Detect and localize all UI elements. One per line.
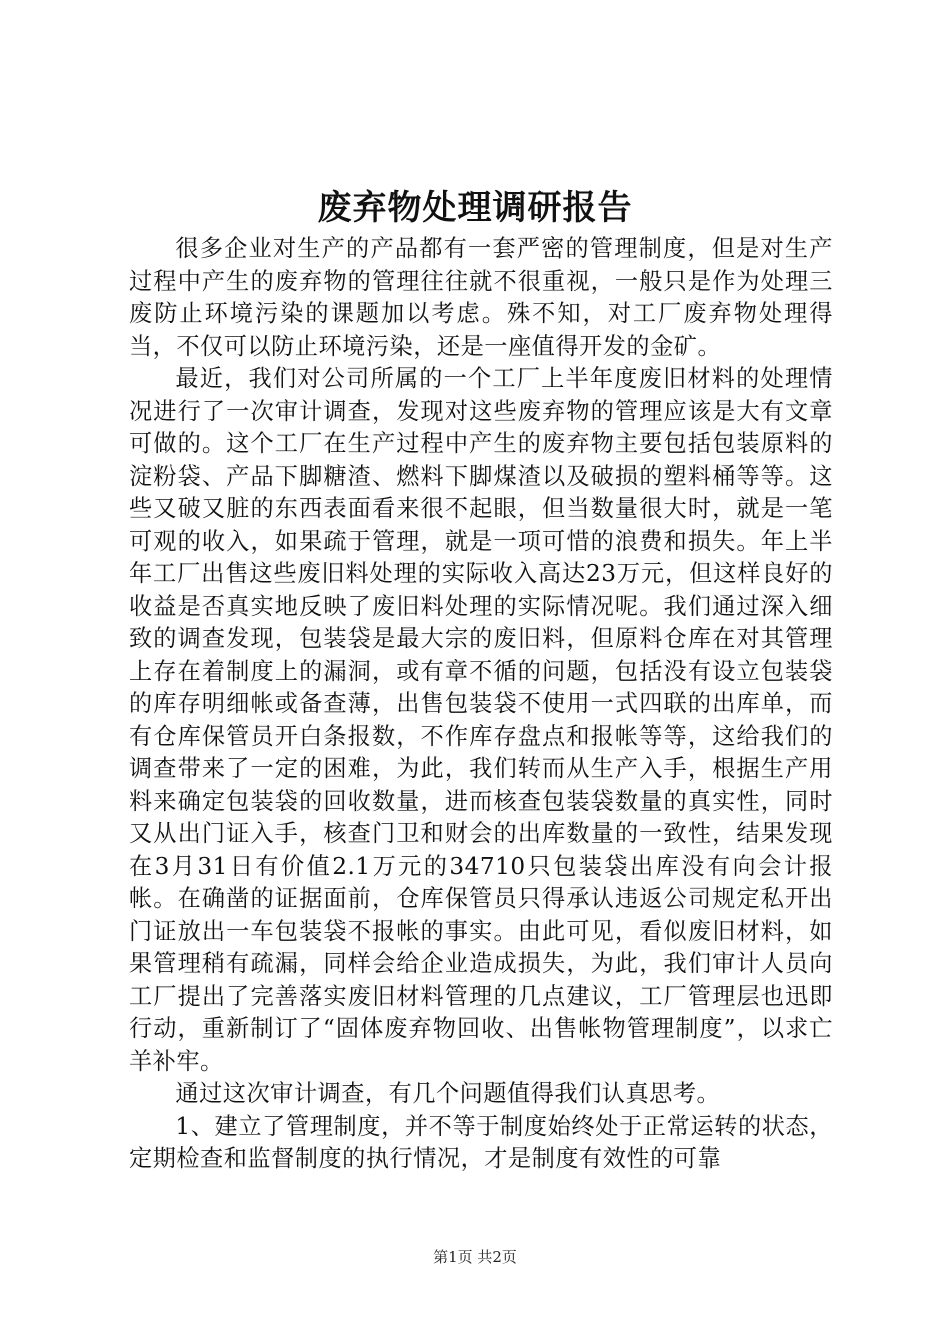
paragraph-point-1: 1、建立了管理制度，并不等于制度始终处于正常运转的状态，定期检查和监督制度的执行情况，才是制度有效性的可靠 [129, 1112, 833, 1172]
page-footer: 第1页 共2页 [433, 1248, 517, 1266]
paragraph-intro: 很多企业对生产的产品都有一套严密的管理制度，但是对生产过程中产生的废弃物的管理往往就不很重视，一般只是作为处理三废防止环境污染的课题加以考虑。殊不知，对工厂废弃物处理得当，不仅可以防止环境污染，还是一座值得开发的金矿。 [129, 235, 833, 360]
document-body [129, 233, 833, 1176]
document-title: 废弃物处理调研报告 [317, 188, 633, 228]
paragraph-audit-findings: 最近，我们对公司所属的一个工厂上半年度废旧材料的处理情况进行了一次审计调查，发现对这些废弃物的管理应该是大有文章可做的。这个工厂在生产过程中产生的废弃物主要包括包装原料的淀粉袋、产品下脚糖渣、燃料下脚煤渣以及破损的塑料桶等等。这些又破又脏的东西表面看来很不起眼，但当数量很大时，就是一笔可观的收入，如果疏于管理，就是一项可惜的浪费和损失。年上半年工厂出售这些废旧料处理的实际收入高达23万元，但这样良好的收益是否真实地反映了废旧料处理的实际情况呢。我们通过深入细致的调查发现，包装袋是最大宗的废旧料，但原料仓库在对其管理上存在着制度上的漏洞，或有章不循的问题，包括没有设立包装袋的库存明细帐或备查薄，出售包装袋不使用一式四联的出库单，而有仓库保管员开白条报数，不作库存盘点和报帐等等，这给我们的调查带来了一定的困难，为此，我们转而从生产入手，根据生产用料来确定包装袋的回收数量，进而核查包装袋数量的真实性，同时又从出门证入手，核查门卫和财会的出库数量的一致性，结果发现在3月31日有价值2.1万元的34710只包装袋出库没有向会计报帐。在确凿的证据面前，仓库保管员只得承认违返公司规定私开出门证放出一车包装袋不报帐的事实。由此可见，看似废旧材料，如果管理稍有疏漏，同样会给企业造成损失，为此，我们审计人员向工厂提出了完善落实废旧材料管理的几点建议，工厂管理层也迅即行动，重新制订了“固体废弃物回收、出售帐物管理制度”，以求亡羊补牢。 [129, 365, 833, 1075]
paragraph-reflection: 通过这次审计调查，有几个问题值得我们认真思考。 [175, 1080, 721, 1107]
